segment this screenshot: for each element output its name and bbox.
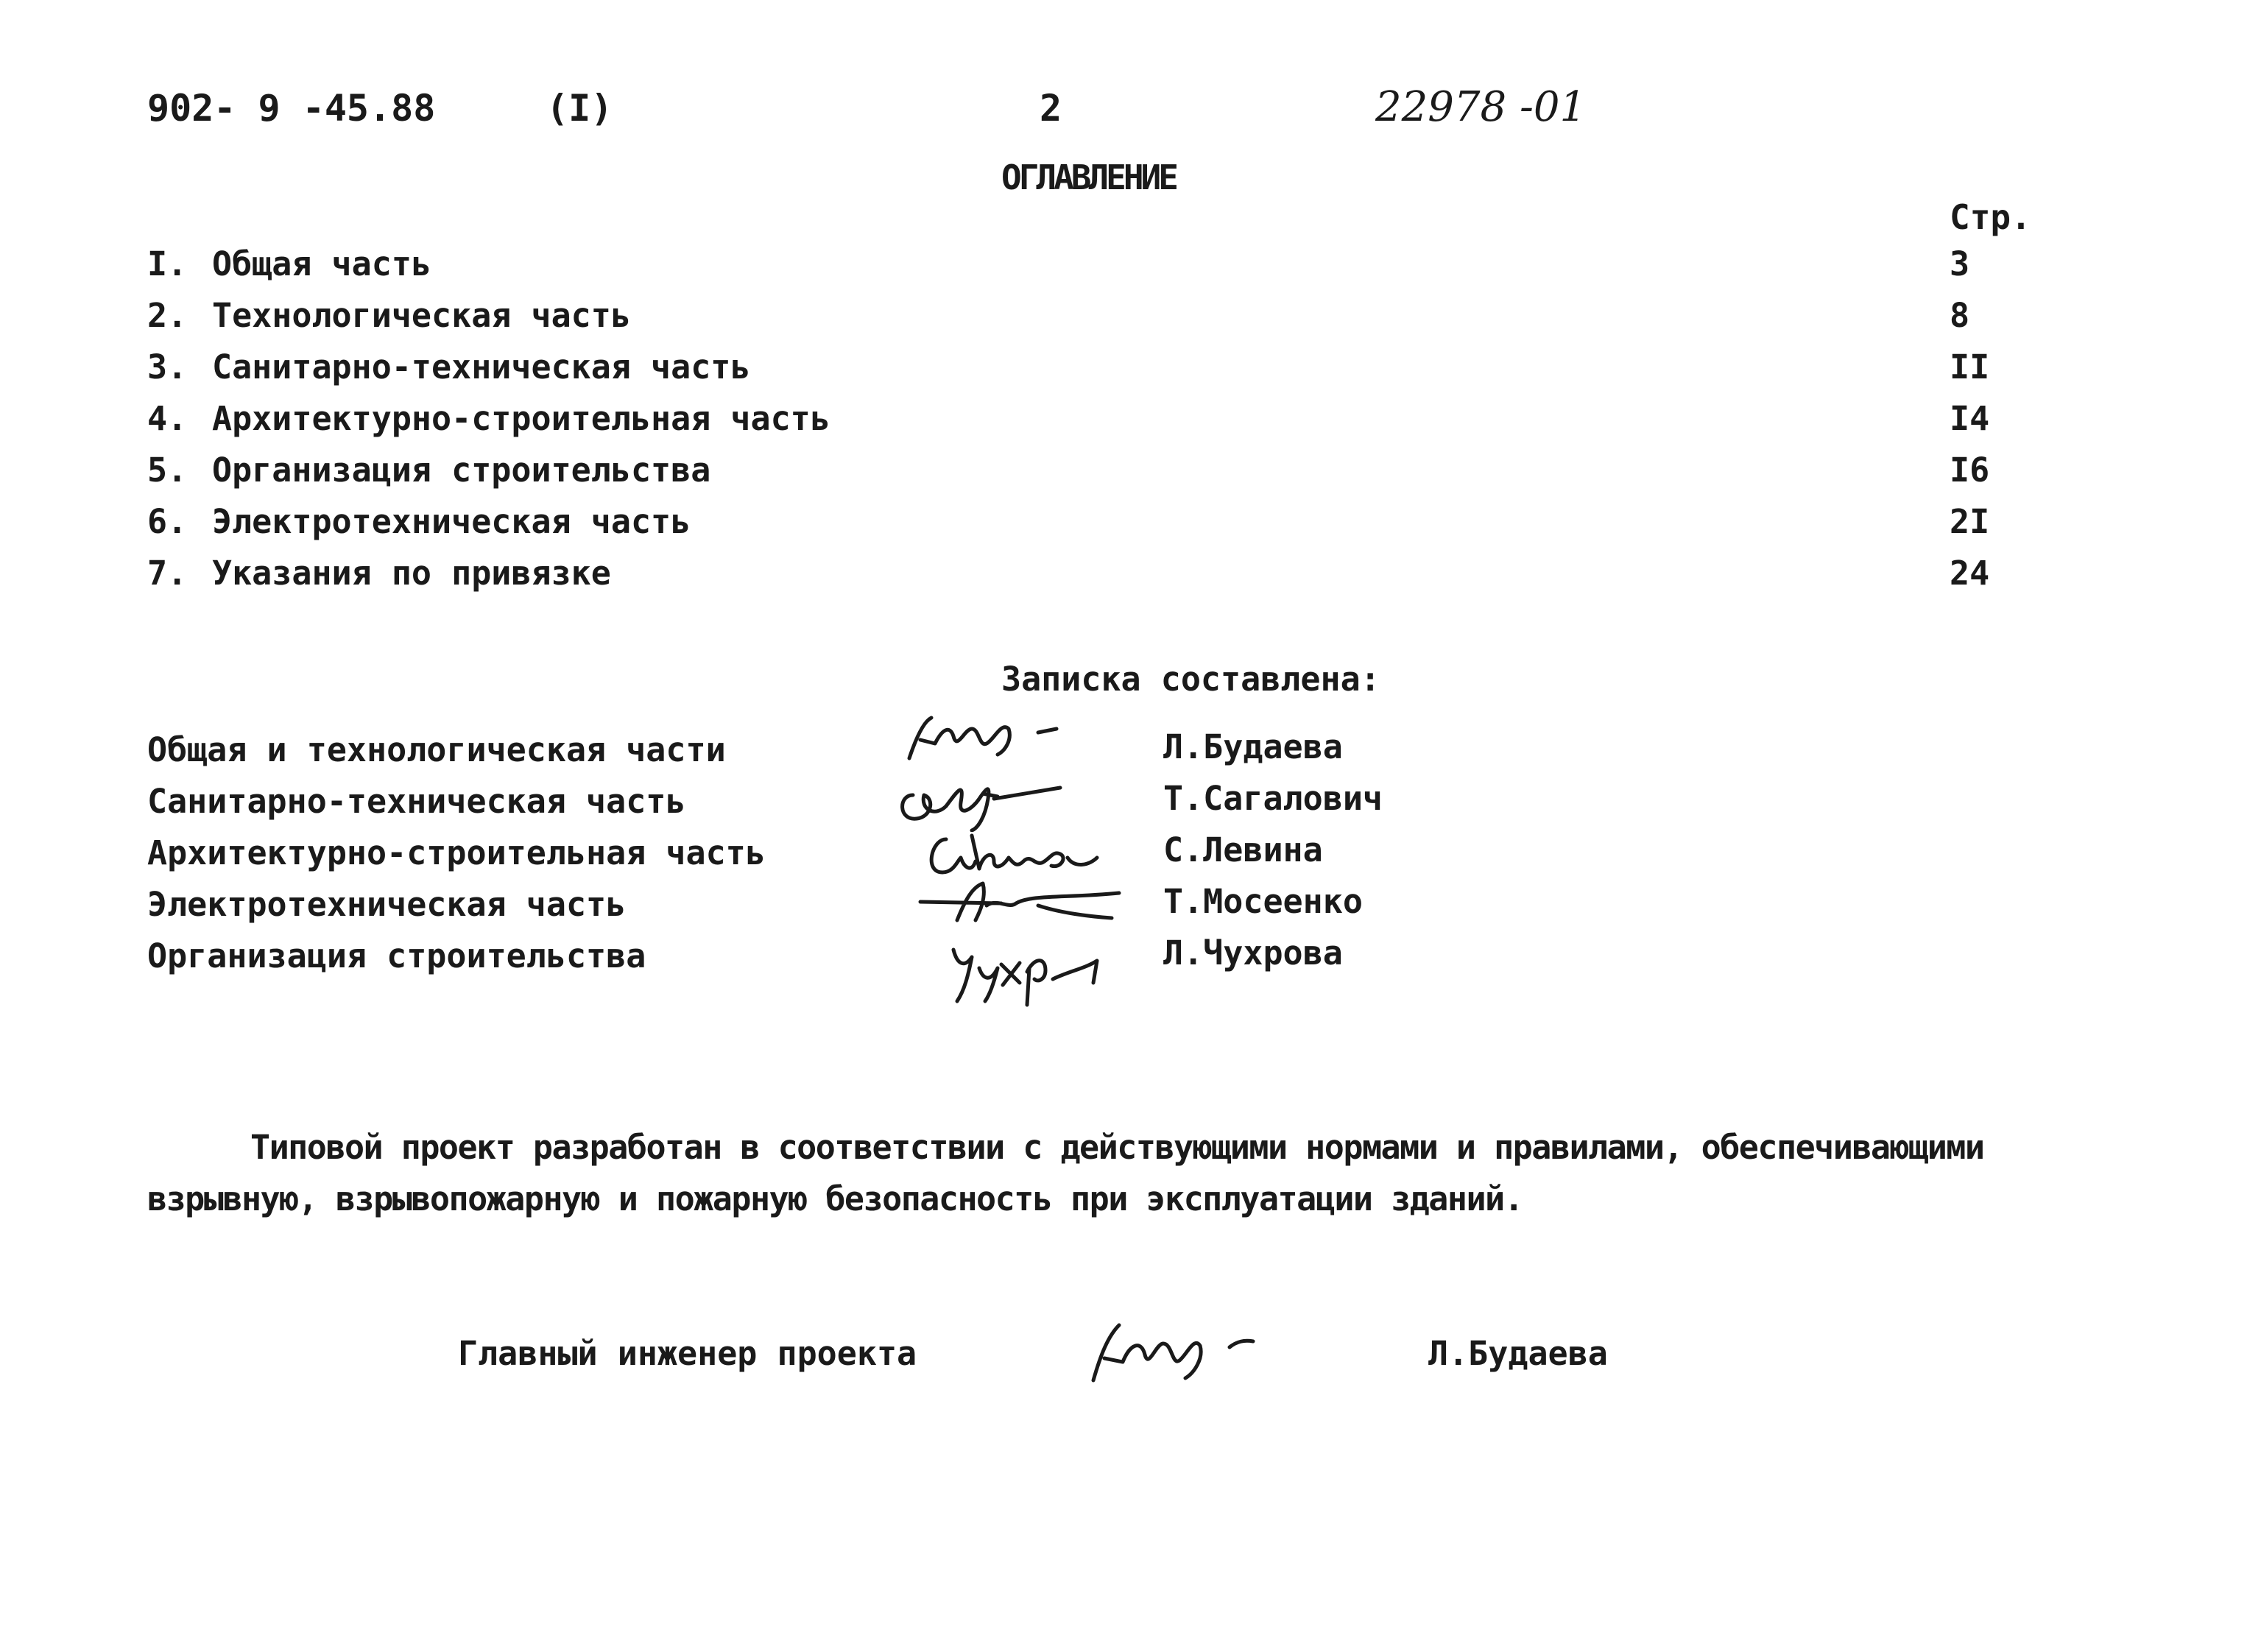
toc-item-label: Электротехническая часть: [212, 502, 691, 541]
sheet-code: 22978 -01: [1375, 83, 1587, 131]
author-row: [147, 833, 766, 872]
page-number: 2: [1040, 87, 1062, 130]
author-name: Л.Чухрова: [1163, 933, 1343, 973]
toc-item-number: 6.: [147, 502, 188, 541]
toc-item-page: I4: [1950, 399, 1990, 438]
signature-chukhrova: [942, 928, 1112, 1009]
toc-item-label: Технологическая часть: [212, 296, 631, 335]
toc-item-page: 24: [1950, 554, 1990, 593]
author-row: [147, 730, 726, 769]
toc-item-page: 2I: [1950, 502, 1990, 541]
author-row: [147, 782, 686, 821]
chief-engineer-role: Главный инженер проекта: [458, 1334, 917, 1373]
author-name: Л.Будаева: [1163, 727, 1343, 766]
signature-chief-engineer: [1082, 1310, 1274, 1391]
toc-item-label: Организация строительства: [212, 451, 711, 490]
author-row: [147, 885, 626, 924]
author-name: Т.Мосеенко: [1163, 882, 1363, 921]
toc-item-number: 4.: [147, 399, 188, 438]
toc-title: ОГЛАВЛЕНИЕ: [1001, 158, 1176, 197]
authors-heading: Записка составлена:: [1001, 660, 1380, 699]
toc-item-number: 3.: [147, 347, 188, 386]
toc-item-label: Санитарно-техническая часть: [212, 347, 751, 386]
author-section: Санитарно-техническая часть: [147, 782, 686, 821]
author-section: Общая и технологическая части: [147, 730, 726, 769]
toc-item-number: 2.: [147, 296, 188, 335]
toc-item-number: 5.: [147, 451, 188, 490]
toc-item-number: I.: [147, 244, 188, 283]
signature-budaeva: [898, 707, 1075, 773]
signature-moseenko: [913, 872, 1134, 931]
chief-engineer-name: Л.Будаева: [1428, 1334, 1608, 1373]
toc-page-column-label: Стр.: [1950, 197, 2031, 237]
toc-item-page: 3: [1950, 244, 1970, 283]
author-name: Т.Сагалович: [1163, 779, 1383, 818]
toc-item-number: 7.: [147, 554, 188, 593]
author-row: [147, 936, 646, 975]
toc-item-page: I6: [1950, 451, 1990, 490]
toc-item-page: 8: [1950, 296, 1970, 335]
author-section: Организация строительства: [147, 936, 646, 975]
statement-line-2: взрывную, взрывопожарную и пожарную безопасность при эксплуатации зданий.: [147, 1179, 1523, 1218]
part-number: (I): [546, 87, 613, 130]
author-name: С.Левина: [1163, 830, 1323, 869]
toc-item-label: Архитектурно-строительная часть: [212, 399, 830, 438]
toc-item-label: Указания по привязке: [212, 554, 611, 593]
author-section: Электротехническая часть: [147, 885, 627, 924]
statement-line-1: Типовой проект разработан в соответствии с действующими нормами и правилами, обеспечивающими: [250, 1128, 1984, 1167]
toc-item-label: Общая часть: [212, 244, 432, 283]
author-section: Архитектурно-строительная часть: [147, 833, 766, 872]
toc-item-page: II: [1950, 347, 1990, 386]
doc-code: 902- 9 -45.88: [147, 87, 436, 130]
